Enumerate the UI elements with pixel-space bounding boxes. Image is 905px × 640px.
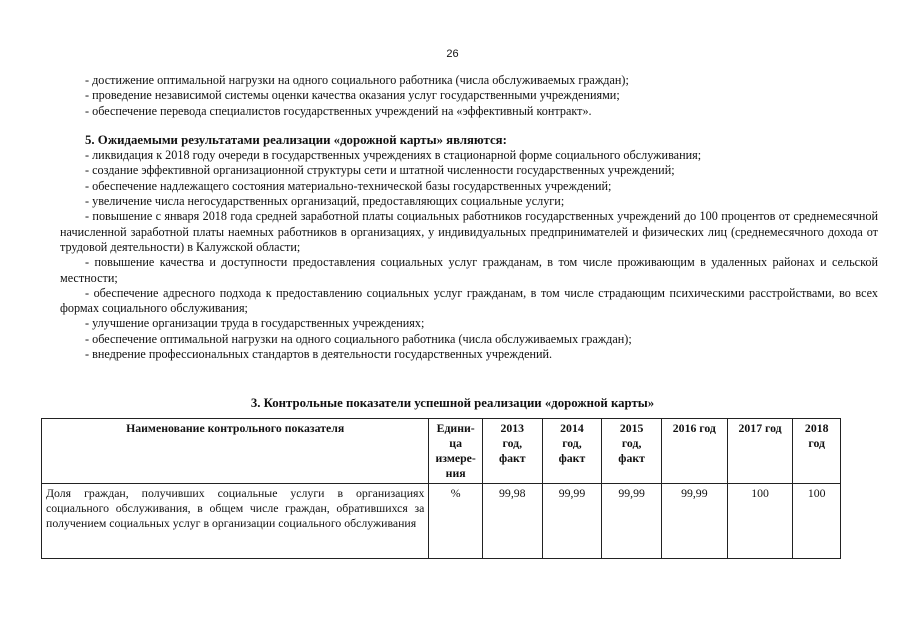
result-bullet: - обеспечение оптимальной нагрузки на одного социального работника (числа обслуживаемых граждан); (85, 331, 632, 346)
kpi-table-header-row (42, 419, 841, 484)
header-year-2016: 2016 год (661, 419, 727, 484)
header-year-2013: 2013 год, факт (482, 419, 542, 484)
value-2017-cell: 100 (727, 484, 793, 559)
result-paragraph: - повышение с января 2018 года средней заработной платы социальных работников государственных учреждений до 100 процентов от среднемесячной начисленной заработной платы наемных работников в организациях, у индивидуальных предпринимателей и физических лиц (среднемесячного дохода от трудовой деятельности) в Калужской области; (60, 209, 878, 254)
indicator-name-cell: Доля граждан, получивших социальные услуги в организациях социального обслуживания, в общем числе граждан, обратившихся за получением социальных услуг в организации социального обслуживания (42, 484, 429, 559)
result-bullet: - создание эффективной организационной структуры сети и штатной численности государственных учреждений; (85, 163, 675, 178)
result-bullet: - увеличение числа негосударственных организаций, предоставляющих социальные услуги; (85, 194, 565, 209)
document-body (60, 73, 878, 362)
value-2018-cell: 100 (793, 484, 841, 559)
result-paragraph: - повышение качества и доступности предоставления социальных услуг гражданам, в том числе проживающим в удаленных районах и сельской местности; (60, 255, 878, 285)
value-2014-cell: 99,99 (542, 484, 602, 559)
section-3-heading: 3. Контрольные показатели успешной реализации «дорожной карты» (250, 396, 655, 410)
value-2015-cell: 99,99 (602, 484, 662, 559)
header-year-2014: 2014 год, факт (542, 419, 602, 484)
header-year-2017: 2017 год (727, 419, 793, 484)
top-bullet: - достижение оптимальной нагрузки на одного социального работника (числа обслуживаемых граждан); (85, 73, 629, 87)
section-5-heading: 5. Ожидаемыми результатами реализации «дорожной карты» являются: (85, 132, 507, 147)
top-bullet: - обеспечение перевода специалистов государственных учреждений на «эффективный контракт». (85, 103, 592, 118)
table-row (42, 484, 841, 559)
result-bullet: - ликвидация к 2018 году очереди в государственных учреждениях в стационарной форме социального обслуживания; (85, 148, 702, 163)
top-bullet: - проведение независимой системы оценки качества оказания услуг государственными учреждениями; (85, 88, 620, 103)
result-bullet: - внедрение профессиональных стандартов в деятельности государственных учреждений. (85, 347, 553, 362)
unit-cell: % (429, 484, 483, 559)
value-2013-cell: 99,98 (482, 484, 542, 559)
result-paragraph: - обеспечение адресного подхода к предоставлению социальных услуг гражданам, в том числе страдающим психическими расстройствами, во всех формах социального обслуживания; (60, 285, 878, 316)
header-year-2015: 2015 год, факт (602, 419, 662, 484)
result-bullet: - улучшение организации труда в государственных учреждениях; (85, 316, 425, 331)
value-2016-cell: 99,99 (661, 484, 727, 559)
kpi-table (41, 418, 841, 559)
page-number: 26 (446, 48, 459, 60)
header-unit: Едини- ца измере- ния (429, 419, 483, 484)
result-bullet: - обеспечение надлежащего состояния материально-технической базы государственных учреждений; (85, 178, 612, 193)
header-year-2018: 2018 год (793, 419, 841, 484)
header-indicator-name: Наименование контрольного показателя (42, 419, 429, 484)
